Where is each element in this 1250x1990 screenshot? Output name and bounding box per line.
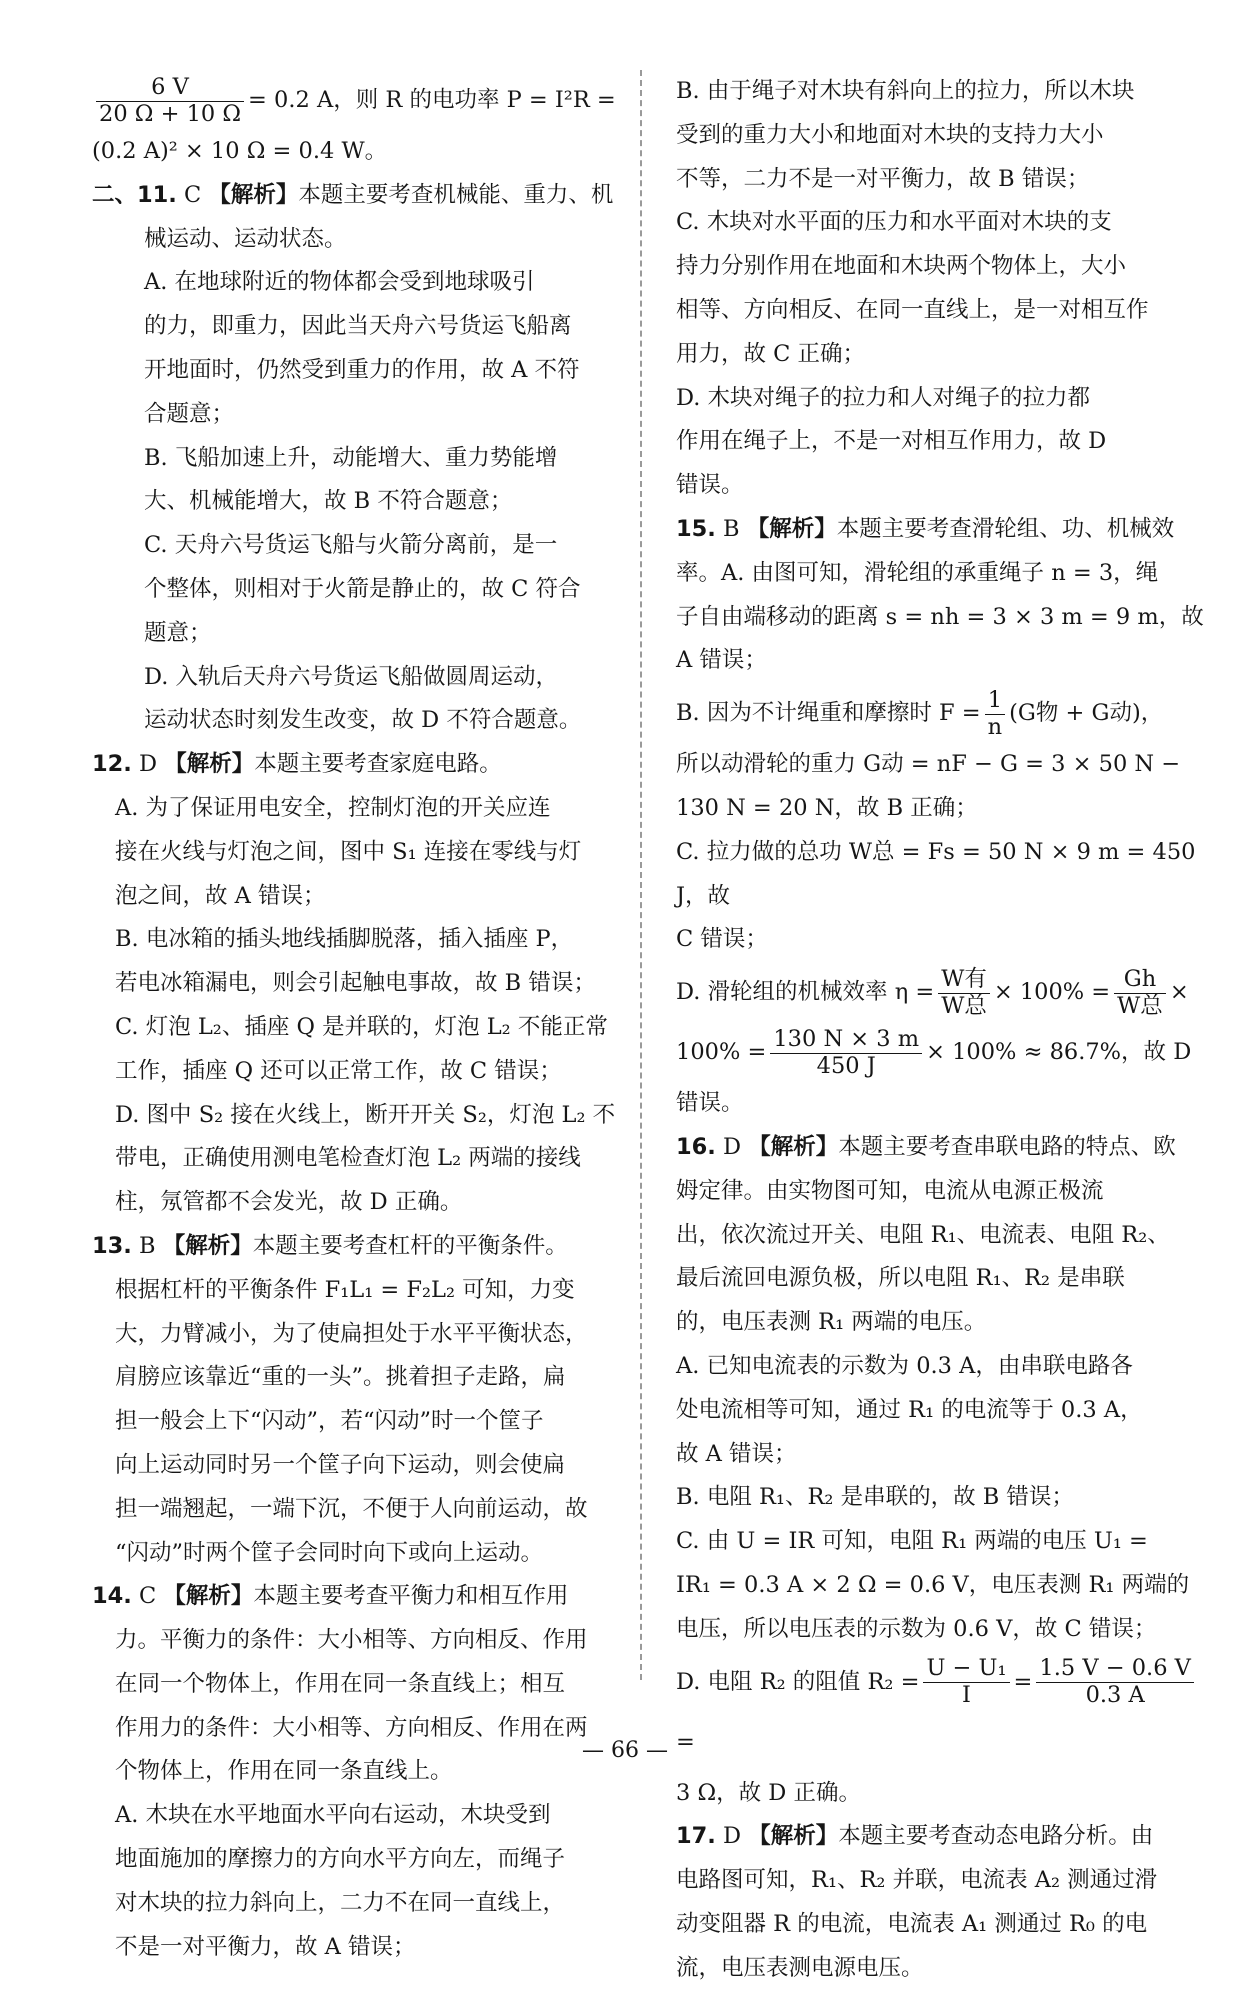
analysis-tag: 【解析】 [746, 515, 837, 542]
formula-line: D. 滑轮组的机械效率 η = $\frac{\text{W有}}{\text{W总}}$ × 100% = $\frac{Gh}{\text{W总}}$ × [676, 965, 1189, 1019]
formula-line: D. 电阻 R₂ 的阻值 R₂ = $\frac{\text{U − U₁}}{I}$ = $\frac{1.5 V - 0.6 V}{0.3 A}$ = [676, 1652, 1211, 1772]
analysis-tag: 【解析】 [748, 1133, 839, 1160]
fraction: $\frac{\text{U − U₁}}{I}$ [923, 1656, 1009, 1709]
question-13: 13. B 【解析】本题主要考查杠杆的平衡条件。 根据杠杆的平衡条件 F₁L₁ = F₂L₂ 可知，力变 大，力臂减小，为了使扁担处于水平平衡状态， 肩膀应该靠近“重的一头”。挑着担子走路，扁 担一般会上下“闪动”，若“闪动”时一个筐子 向上运动同时另一个筐子向下运动，则会使扁 担一端翘起，一端下沉，不便于人向前运动，故 “闪动”时两个筐子会同时向下或向上运动。 [92, 1232, 588, 1566]
answer-letter: B [723, 515, 740, 542]
continued-equation: $\frac{6 V}{20 \Omega + 10 \Omega}$ = 0.2 A，则 R 的电功率 P = I²R = [92, 70, 627, 130]
question-number: 12. [92, 751, 132, 778]
question-number: 15. [676, 515, 716, 542]
question-14-continued: B. 由于绳子对木块有斜向上的拉力，所以木块 受到的重力大小和地面对木块的支持力大小 不等，二力不是一对平衡力，故 B 错误； C. 木块对水平面的压力和水平面对木块的支 持力分别作用在地面和木块两个物体上，大小 相等、方向相反、在同一直线上，是一对相互作 用力，故 C 正确； D. 木块对绳子的拉力和人对绳子的拉力都 作用在绳子上，不是一对相互作用力，故 D 错误。 [676, 78, 1149, 499]
analysis-tag: 【解析】 [748, 1823, 839, 1850]
answer-letter: D [139, 751, 158, 778]
question-number: 17. [676, 1823, 716, 1850]
analysis-tag: 【解析】 [164, 751, 255, 778]
analysis-tag: 【解析】 [162, 1232, 253, 1259]
question-number: 二、11. [92, 181, 177, 208]
question-number: 16. [676, 1133, 716, 1160]
question-number: 13. [92, 1232, 132, 1259]
right-column [676, 70, 1211, 1990]
answer-letter: C [184, 181, 202, 208]
analysis-tag: 【解析】 [208, 181, 299, 208]
continued-text: (0.2 A)² × 10 Ω = 0.4 W。 [92, 138, 388, 164]
answer-letter: D [723, 1823, 742, 1850]
fraction: $\frac{130 N \times 3 m}{450 J}$ [770, 1027, 922, 1080]
left-column [92, 70, 627, 1969]
fraction: $\frac{\text{W有}}{\text{W总}}$ [938, 967, 990, 1020]
fraction: $\frac{Gh}{\text{W总}}$ [1114, 967, 1166, 1020]
column-divider [640, 70, 642, 1680]
fraction: $\frac{1.5 V - 0.6 V}{0.3 A}$ [1036, 1656, 1194, 1709]
question-15: 15. B 【解析】本题主要考查滑轮组、功、机械效 率。A. 由图可知，滑轮组的承重绳子 n = 3，绳 子自由端移动的距离 s = nh = 3 × 3 m = 9 m，故 A 错误； B. 因为不计绳重和摩擦时 F = $\frac{1}{n}$ (G物 + G动)， 所以动滑轮的重力 G动 = nF − G = 3 × 50 N − 130 N = 20 N，故 B 正确； C. 拉力做的总功 W总 = Fs = 50 N × 9 m = 450 J，故 C 错误； D. 滑轮组的机械效率 η = $\frac{\text{W有}}{\text{W总}}$ × 100% = $\frac{Gh}{\text{W总}}$ × 100% = $\frac{130 N \times 3 m}{450 J}$ × 100% ≈ 86.7%，故 D 错误。 [676, 508, 1211, 1126]
question-12: 12. D 【解析】本题主要考查家庭电路。 A. 为了保证用电安全，控制灯泡的开关应连 接在火线与灯泡之间，图中 S₁ 连接在零线与灯 泡之间，故 A 错误； B. 电冰箱的插头地线插脚脱落，插入插座 P， 若电冰箱漏电，则会引起触电事故，故 B 错误； C. 灯泡 L₂、插座 Q 是并联的，灯泡 L₂ 不能正常 工作，插座 Q 还可以正常工作，故 C 错误； D. 图中 S₂ 接在火线上，断开开关 S₂，灯泡 L₂ 不 带电，正确使用测电笔检查灯泡 L₂ 两端的接线 柱，氖管都不会发光，故 D 正确。 [92, 751, 616, 1216]
question-16: 16. D 【解析】本题主要考查串联电路的特点、欧 姆定律。由实物图可知，电流从电源正极流 出，依次流过开关、电阻 R₁、电流表、电阻 R₂、 最后流回电源负极，所以电阻 R₁、R₂ 是串联 的，电压表测 R₁ 两端的电压。 A. 已知电流表的示数为 0.3 A，由串联电路各 处电流相等可知，通过 R₁ 的电流等于 0.3 A， 故 A 错误； B. 电阻 R₁、R₂ 是串联的，故 B 错误； C. 由 U = IR 可知，电阻 R₁ 两端的电压 U₁ = IR₁ = 0.3 A × 2 Ω = 0.6 V，电压表测 R₁ 两端的 电压，所以电压表的示数为 0.6 V，故 C 错误； D. 电阻 R₂ 的阻值 R₂ = $\frac{\text{U − U₁}}{I}$ = $\frac{1.5 V - 0.6 V}{0.3 A}$ = 3 Ω，故 D 正确。 [676, 1126, 1211, 1815]
question-number: 14. [92, 1583, 132, 1610]
question-11: 二、11. C 【解析】本题主要考查机械能、重力、机 械运动、运动状态。 A. 在地球附近的物体都会受到地球吸引 的力，即重力，因此当天舟六号货运飞船离 开地面时，仍然受到重力的作用，故 A 不符 合题意； B. 飞船加速上升，动能增大、重力势能增 大、机械能增大，故 B 不符合题意； C. 天舟六号货运飞船与火箭分离前，是一 个整体，则相对于火箭是静止的，故 C 符合 题意； D. 入轨后天舟六号货运飞船做圆周运动， 运动状态时刻发生改变，故 D 不符合题意。 [92, 181, 614, 734]
fraction: $\frac{6 V}{20 \Omega + 10 \Omega}$ [96, 75, 244, 128]
answer-letter: D [723, 1133, 742, 1160]
question-17: 17. D 【解析】本题主要考查动态电路分析。由 电路图可知，R₁、R₂ 并联，电流表 A₂ 测通过滑 动变阻器 R 的电流，电流表 A₁ 测通过 R₀ 的电 流，电压表测电源电压。 [676, 1823, 1158, 1981]
page-number: — 66 — [582, 1738, 668, 1763]
fraction: $\frac{1}{n}$ [985, 688, 1006, 741]
formula-line: B. 因为不计绳重和摩擦时 F = $\frac{1}{n}$ (G物 + G动)， [676, 686, 1164, 740]
answer-letter: B [139, 1232, 156, 1259]
analysis-tag: 【解析】 [163, 1583, 254, 1610]
answer-letter: C [139, 1583, 157, 1610]
formula-line: 100% = $\frac{130 N \times 3 m}{450 J}$ × 100% ≈ 86.7%，故 D [676, 1025, 1192, 1079]
question-14: 14. C 【解析】本题主要考查平衡力和相互作用 力。平衡力的条件：大小相等、方向相反、作用 在同一个物体上，作用在同一条直线上；相互 作用力的条件：大小相等、方向相反、作用在两 个物体上，作用在同一条直线上。 A. 木块在水平地面水平向右运动，木块受到 地面施加的摩擦力的方向水平方向左，而绳子 对木块的拉力斜向上，二力不在同一直线上， 不是一对平衡力，故 A 错误； [92, 1583, 588, 1960]
